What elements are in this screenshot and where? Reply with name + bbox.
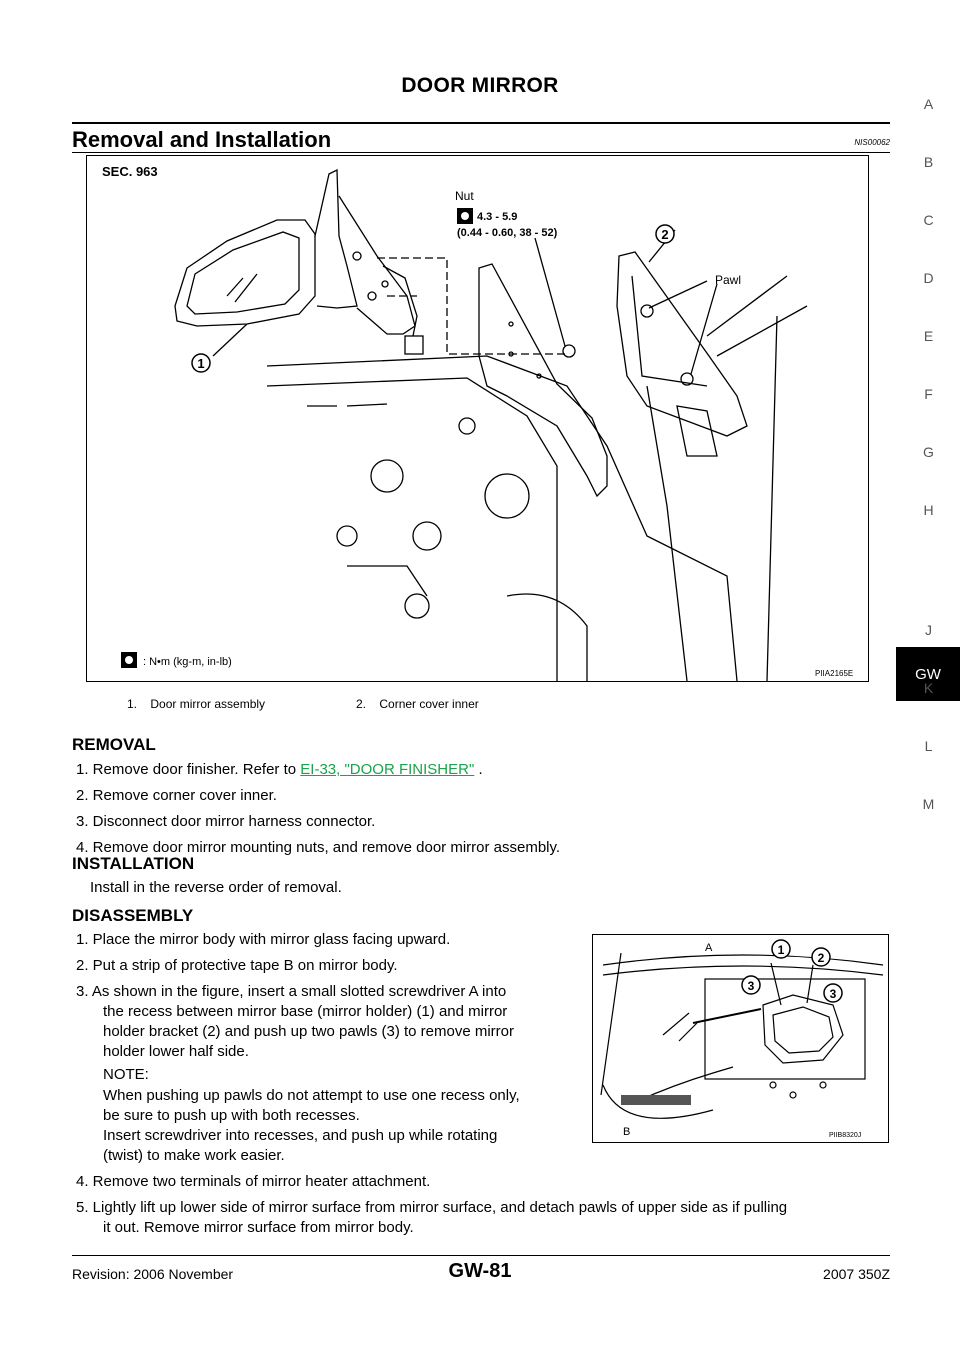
door-panel-shape [267,356,737,681]
screw-shape [770,1082,776,1088]
screwdriver-shape [693,1009,761,1023]
screw-shape [790,1092,796,1098]
torque-range: 4.3 - 5.9 [477,211,518,223]
mirror-edge-shape [603,955,883,965]
side-index-g[interactable]: G [923,444,934,460]
torque-wrench-icon [121,652,137,668]
holder-bracket-shape [773,1007,833,1053]
pawl-label: Pawl [715,273,742,287]
stud-shape [382,281,388,287]
door-hole-shape [405,594,429,618]
side-index-f[interactable]: F [924,386,933,402]
label-b: B [623,1126,631,1138]
disassembly-step-2: 2. Put a strip of protective tape B on mirror body. [76,957,398,974]
door-hole-shape [371,460,403,492]
figure-door-mirror-exploded [86,155,869,682]
corner-cover-inner-shape [632,276,707,386]
installation-text: Install in the reverse order of removal. [90,879,342,896]
side-index-b[interactable]: B [923,154,934,170]
side-index-j[interactable]: J [925,622,932,638]
callout-1-leader [213,324,247,356]
callout-3-left [742,976,760,994]
mirror-bracket-shape [339,196,415,334]
footer-rule [72,1255,890,1256]
door-hole-shape [337,526,357,546]
mirror-harness-shape [383,266,417,336]
svg-text:1: 1 [197,356,205,371]
mirror-glass-shape [187,232,299,314]
door-hole-shape [485,474,529,518]
removal-step-1: 1. Remove door finisher. Refer to EI-33, "DOOR FINISHER" . [76,761,483,778]
disassembly-step-3-line-3: holder bracket (2) and push up two pawls (3) to remove mirror [103,1023,515,1040]
section-rule [72,152,890,153]
side-index-a[interactable]: A [923,96,934,112]
door-hole-shape [413,522,441,550]
footer-page-number: GW-81 [448,1260,512,1282]
side-index-k[interactable]: K [923,680,934,696]
figure-mirror-disassembly [592,934,889,1143]
disassembly-step-3-line-4: holder lower half side. [103,1043,249,1060]
door-frame-shape [479,264,607,496]
leader-2 [807,965,813,1003]
door-curve-shape [507,594,587,681]
torque-wrench-icon [457,208,473,224]
removal-step-2: 2. Remove corner cover inner. [76,787,277,804]
door-panel-inner-shape [267,378,557,681]
leader-1 [771,963,781,1005]
torque-units: : N•m (kg-m, in-lb) [143,656,232,668]
pillar-bracket-shape [677,406,717,456]
glass-reflection-shape [663,1013,697,1041]
side-index-e[interactable]: E [923,328,934,344]
pillar-shape [647,386,687,681]
door-curve-shape [347,566,427,596]
screw-shape [820,1082,826,1088]
nut-leader [535,238,565,346]
side-index-c[interactable]: C [923,212,934,228]
svg-text:2: 2 [817,951,825,965]
torque-range-alt: (0.44 - 0.60, 38 - 52) [457,227,558,239]
note-line-1: When pushing up pawls do not attempt to use one recess only, [103,1087,520,1104]
disassembly-step-5-line-2: it out. Remove mirror surface from mirror body. [103,1219,414,1236]
note-line-2: be sure to push up with both recesses. [103,1107,360,1124]
protective-tape-shape [621,1095,691,1105]
footer-model: 2007 350Z [823,1266,890,1282]
svg-text:1: 1 [777,943,785,957]
side-index-l[interactable]: L [924,738,933,754]
figure-code: PIIA2165E [815,669,854,678]
note-line-3: Insert screwdriver into recesses, and push up while rotating [103,1127,498,1144]
installation-heading: INSTALLATION [72,854,195,873]
side-index-d[interactable]: D [923,270,934,286]
nut-label: Nut [455,189,474,203]
pawl-leader [649,281,717,374]
page-header: DOOR MIRROR [401,74,559,97]
removal-step-4: 4. Remove door mirror mounting nuts, and remove door mirror assembly. [76,839,561,856]
removal-step-3: 3. Disconnect door mirror harness connector. [76,813,376,830]
figure-code: PIIB8320J [829,1132,862,1139]
mirror-base-shape [315,170,357,308]
window-frame-shape [707,276,807,681]
note-title: NOTE: [103,1066,149,1083]
door-finisher-link[interactable]: EI-33, "DOOR FINISHER" [300,761,475,778]
header-rule [72,122,890,124]
note-line-4: (twist) to make work easier. [103,1147,285,1164]
section-title: Removal and Installation [72,127,332,152]
hole-shape [509,322,513,326]
svg-text:3: 3 [747,979,755,993]
callout-3-right [824,984,842,1002]
removal-heading: REMOVAL [72,735,156,754]
disassembly-step-3-line-2: the recess between mirror base (mirror holder) (1) and mirror [103,1003,508,1020]
callout-2 [812,948,830,966]
legend-item-2: 2. Corner cover inner [356,697,479,711]
door-panel-line [307,404,387,406]
legend-item-1: 1. Door mirror assembly [127,697,266,711]
callout-1 [192,354,210,372]
side-index-h[interactable]: H [923,502,934,518]
disassembly-step-1: 1. Place the mirror body with mirror glass facing upward. [76,931,451,948]
nut-shape [563,345,575,357]
footer-revision: Revision: 2006 November [72,1266,234,1282]
svg-text:2: 2 [661,227,669,242]
callout-1 [772,940,790,958]
stud-shape [353,252,361,260]
door-hole-shape [459,418,475,434]
section-code: NIS00062 [854,138,890,147]
callout-2 [656,225,674,243]
disassembly-step-3-line-1: 3. As shown in the figure, insert a small slotted screwdriver A into [76,983,507,1000]
disassembly-heading: DISASSEMBLY [72,906,194,925]
label-a: A [705,942,713,954]
figure-sec-number: SEC. 963 [102,164,158,179]
harness-connector-shape [405,336,423,354]
side-index-gw[interactable]: GW [896,647,960,701]
stud-shape [368,292,376,300]
disassembly-step-5-line-1: 5. Lightly lift up lower side of mirror surface from mirror surface, and detach pawls of upper side as if pulling [76,1199,788,1216]
mirror-reflection-shape [227,274,257,302]
mirror-edge-shape [603,966,883,975]
disassembly-step-4: 4. Remove two terminals of mirror heater attachment. [76,1173,431,1190]
svg-text:3: 3 [829,987,837,1001]
side-index-m[interactable]: M [922,796,935,812]
